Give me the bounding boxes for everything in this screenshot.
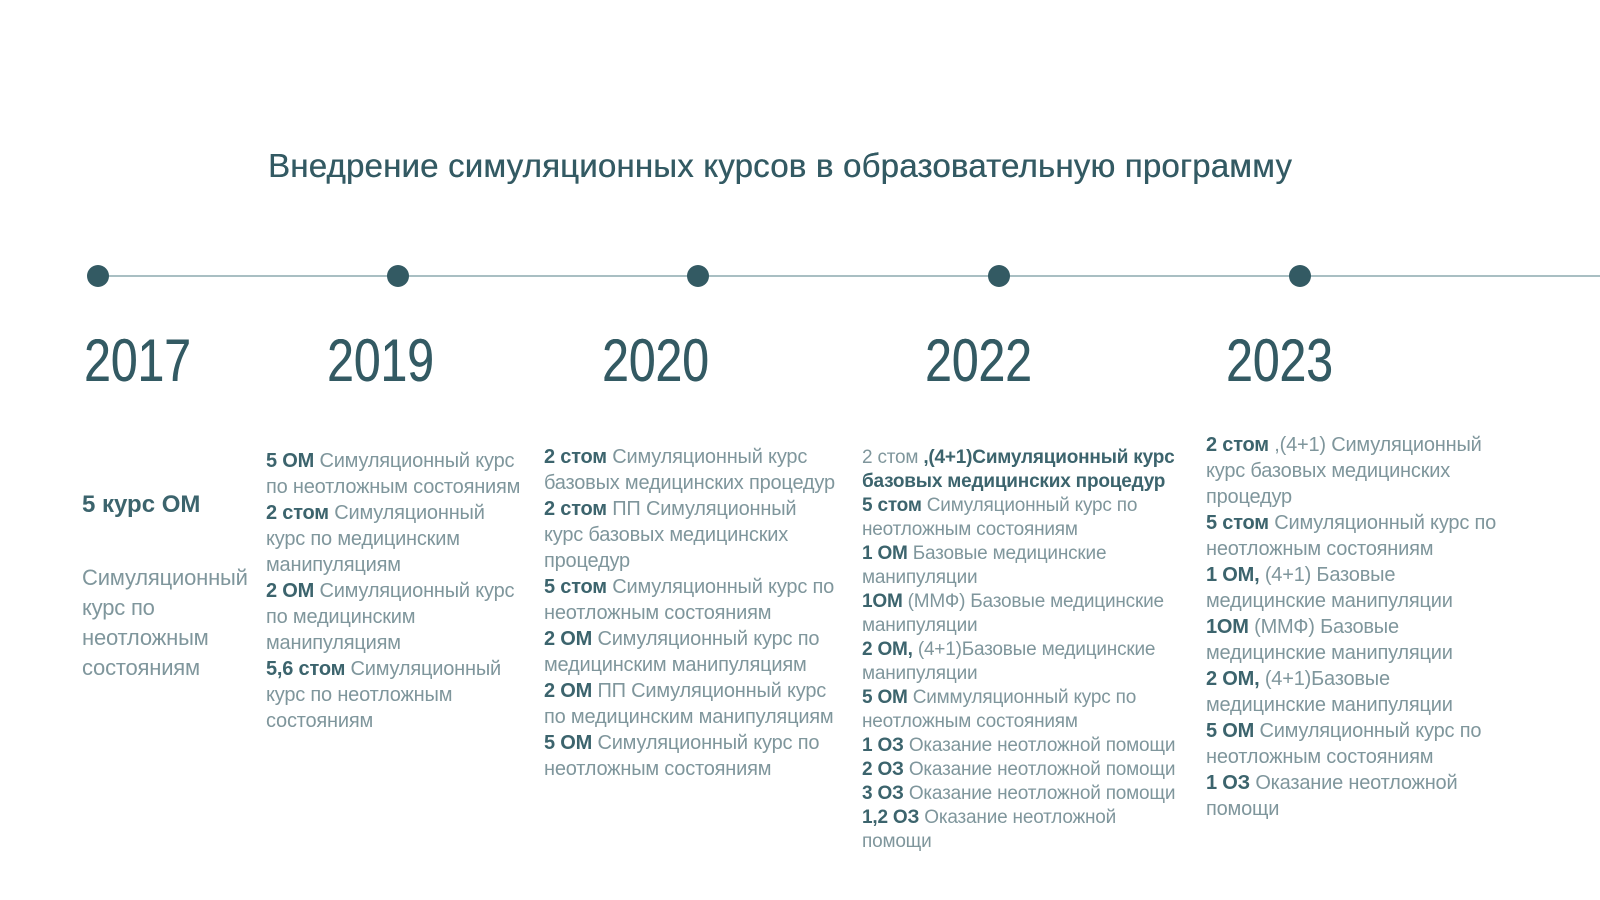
course-description: ,(4+1) Симуляционный курс базовых медицинских процедур <box>1206 434 1482 508</box>
course-list <box>544 444 836 782</box>
course-item <box>544 574 836 626</box>
course-code: 1 ОМ <box>862 543 908 564</box>
course-list <box>1206 432 1504 822</box>
course-code: 2 ОМ <box>544 628 593 650</box>
course-code: 1,2 ОЗ <box>862 807 920 828</box>
course-code: 5 ОМ <box>1206 720 1255 742</box>
course-heading: 5 курс ОМ <box>82 491 201 518</box>
course-list <box>266 448 522 734</box>
course-item <box>862 590 1178 638</box>
course-description: Симмуляционный курс по неотложным состояниям <box>862 687 1137 732</box>
course-item <box>862 806 1178 854</box>
course-code: 5 ОМ <box>544 732 593 754</box>
course-description: Симуляционный курс по медицинским манипуляциям <box>266 580 515 654</box>
course-code: 2 ОМ, <box>862 639 913 660</box>
course-code: 2 ОМ, <box>1206 668 1260 690</box>
year-label-2020: 2020 <box>602 327 709 394</box>
course-item <box>862 758 1178 782</box>
course-item <box>862 446 1178 494</box>
course-item <box>1206 614 1504 666</box>
course-description: Симуляционный курс по неотложным состояниям <box>266 658 501 732</box>
course-code: 5,6 стом <box>266 658 346 680</box>
course-item <box>1206 562 1504 614</box>
timeline-dot-2023 <box>1289 265 1311 287</box>
course-description: Оказание неотложной помощи <box>862 807 1117 852</box>
course-item <box>862 686 1178 734</box>
course-code: 3 ОЗ <box>862 783 904 804</box>
course-item <box>1206 666 1504 718</box>
course-description: (4+1)Базовые медицинские манипуляции <box>862 639 1156 684</box>
course-code: ,(4+1)Симуляционный курс базовых медицинских процедур <box>862 447 1175 492</box>
course-code: 1 ОЗ <box>862 735 904 756</box>
course-description: Симуляционный курс по неотложным состояниям <box>862 495 1138 540</box>
course-item <box>544 444 836 496</box>
course-description: (4+1) Базовые медицинские манипуляции <box>1206 564 1453 612</box>
timeline-dot-2020 <box>687 265 709 287</box>
course-item <box>1206 510 1504 562</box>
course-item <box>862 782 1178 806</box>
course-description: Симуляционный курс по неотложным состояниям <box>544 576 835 624</box>
course-code: 1 ОЗ <box>1206 772 1250 794</box>
course-list <box>862 446 1178 854</box>
course-list <box>82 563 250 683</box>
course-description: Симуляционный курс базовых медицинских процедур <box>544 446 835 494</box>
course-description: Симуляционный курс по неотложным состояниям <box>266 450 521 498</box>
course-item <box>1206 718 1504 770</box>
course-description: ПП Симуляционный курс базовых медицинских процедур <box>544 498 797 572</box>
course-code: 5 стом <box>1206 512 1269 534</box>
course-code: 2 стом <box>544 446 607 468</box>
course-item <box>1206 432 1504 510</box>
course-description: Оказание неотложной помощи <box>903 759 1176 780</box>
course-description: ПП Симуляционный курс по медицинским манипуляциям <box>544 680 834 728</box>
course-item <box>862 542 1178 590</box>
page-title: Внедрение симуляционных курсов в образовательную программу <box>267 147 1293 184</box>
timeline-dot-2019 <box>387 265 409 287</box>
course-item <box>266 500 522 578</box>
course-code: 1ОМ <box>862 591 903 612</box>
course-code: 2 стом <box>266 502 329 524</box>
course-description: Оказание неотложной помощи <box>1206 772 1458 820</box>
year-label-2023: 2023 <box>1226 327 1333 394</box>
course-item <box>544 626 836 678</box>
course-item <box>544 730 836 782</box>
course-item <box>544 678 836 730</box>
milestone-column-2019 <box>266 448 522 734</box>
course-item <box>862 494 1178 542</box>
course-code: 2 стом <box>544 498 607 520</box>
course-code: 2 ОЗ <box>862 759 904 780</box>
milestone-column-2017 <box>82 490 250 683</box>
course-code: 5 стом <box>862 495 922 516</box>
course-description: Базовые медицинские манипуляции <box>862 543 1107 588</box>
course-description: (ММФ) Базовые медицинские манипуляции <box>862 591 1164 636</box>
milestone-column-2020 <box>544 444 836 782</box>
course-code: 2 ОМ <box>266 580 315 602</box>
course-description: (ММФ) Базовые медицинские манипуляции <box>1206 616 1453 664</box>
course-item <box>1206 770 1504 822</box>
course-code: 2 стом <box>1206 434 1269 456</box>
year-label-2019: 2019 <box>327 327 434 394</box>
milestone-column-2023 <box>1206 432 1504 822</box>
course-description: Оказание неотложной помощи <box>903 783 1176 804</box>
course-item <box>862 734 1178 758</box>
timeline-dot-2022 <box>988 265 1010 287</box>
course-code: 5 стом <box>544 576 607 598</box>
course-code: 5 ОМ <box>862 687 908 708</box>
course-code: 2 ОМ <box>544 680 593 702</box>
course-code: 1ОМ <box>1206 616 1249 638</box>
course-item <box>544 496 836 574</box>
milestone-column-2022 <box>862 446 1178 854</box>
course-item <box>266 448 522 500</box>
course-item <box>82 563 250 683</box>
course-description: Симуляционный курс по медицинским манипуляциям <box>544 628 820 676</box>
course-description: 2 стом <box>862 447 924 468</box>
course-description: Симуляционный курс по неотложным состояниям <box>82 565 248 680</box>
year-label-2022: 2022 <box>925 327 1032 394</box>
course-code: 1 ОМ, <box>1206 564 1260 586</box>
course-item <box>266 656 522 734</box>
course-item <box>862 638 1178 686</box>
course-description: Симуляционный курс по неотложным состояниям <box>1206 512 1497 560</box>
course-code: 5 ОМ <box>266 450 315 472</box>
course-description: Симуляционный курс по неотложным состояниям <box>1206 720 1482 768</box>
course-description: (4+1)Базовые медицинские манипуляции <box>1206 668 1453 716</box>
timeline-line <box>98 275 1600 277</box>
year-label-2017: 2017 <box>84 327 191 394</box>
course-description: Оказание неотложной помощи <box>903 735 1176 756</box>
course-item <box>266 578 522 656</box>
course-description: Симуляционный курс по медицинским манипуляциям <box>266 502 485 576</box>
course-description: Симуляционный курс по неотложным состояниям <box>544 732 820 780</box>
timeline-dot-2017 <box>87 265 109 287</box>
